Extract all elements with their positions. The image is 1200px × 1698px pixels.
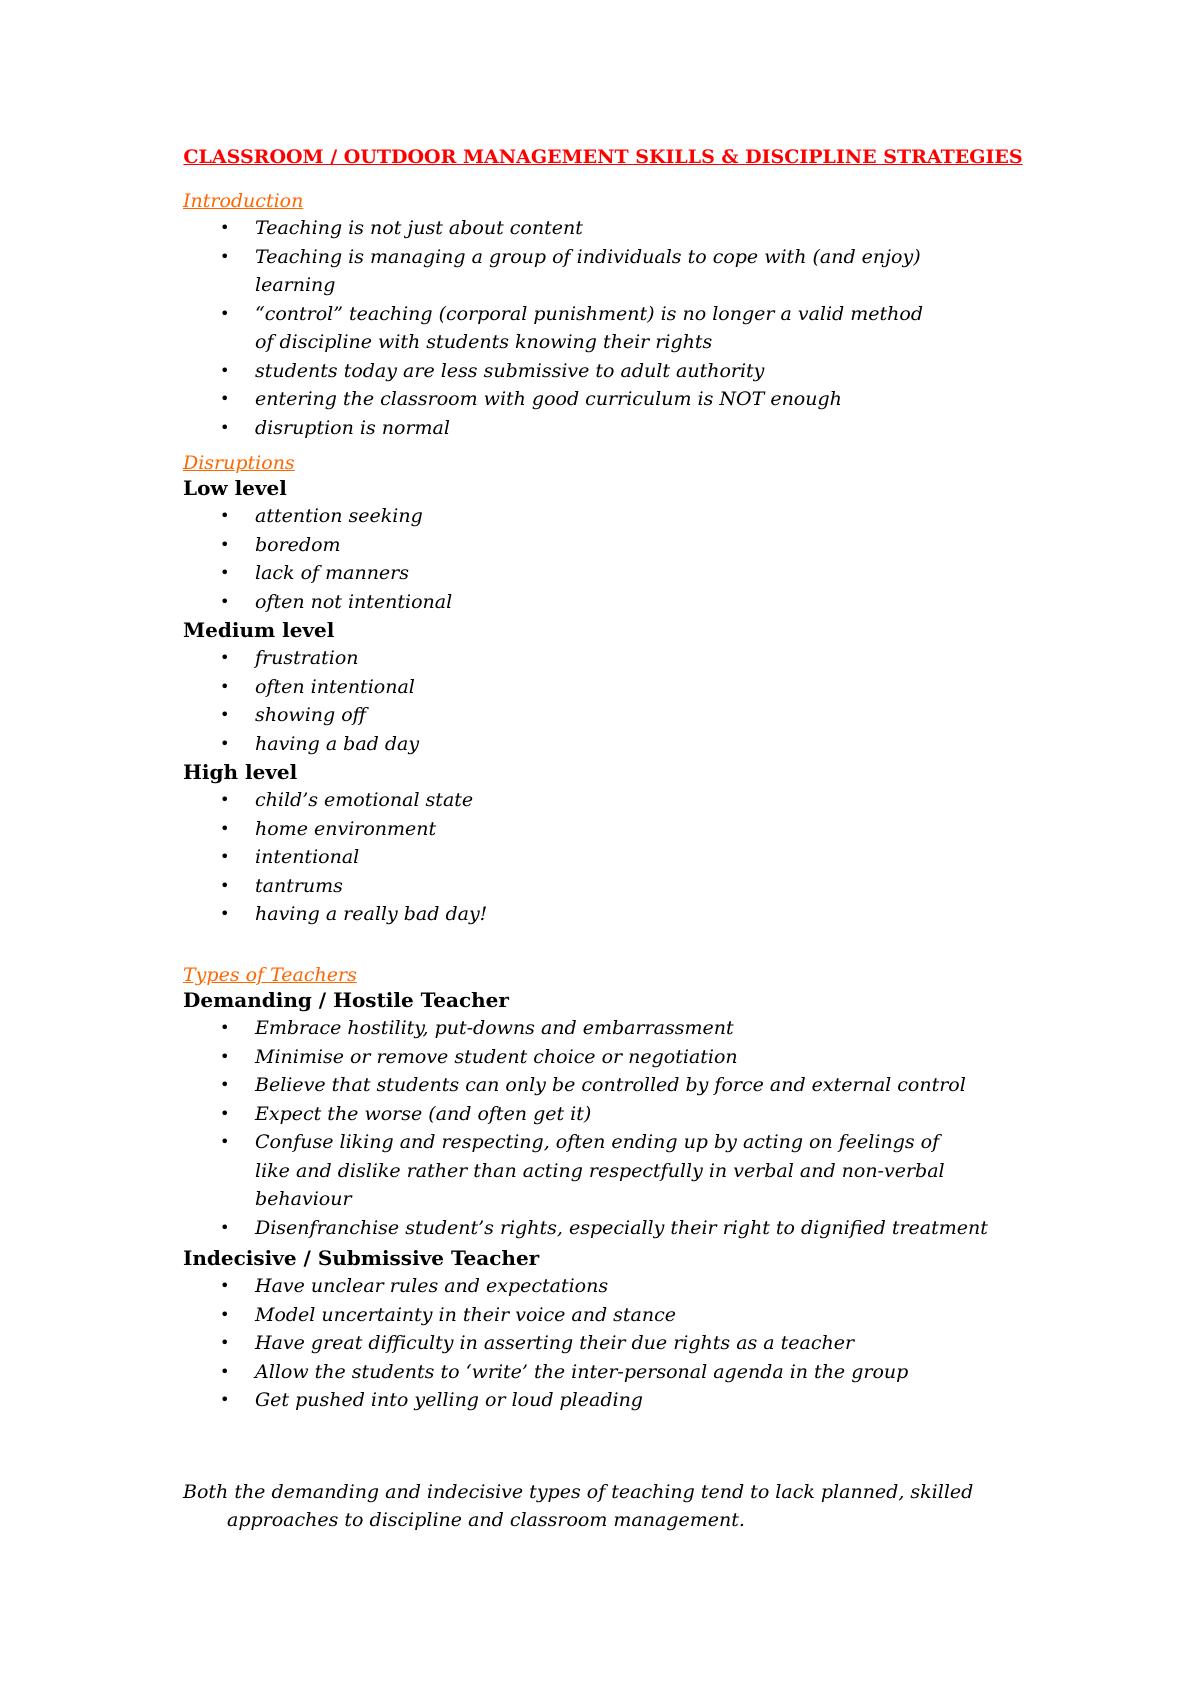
section-heading-disruptions: Disruptions [183,452,295,474]
bullet-icon: • [220,1333,230,1352]
high-level-list [183,786,1063,929]
bullet-icon: • [220,1276,230,1295]
medium-level-list [183,644,1063,758]
bullet-icon: • [220,563,230,582]
list-item: • Minimise or remove student choice or negotiation [183,1043,1095,1072]
list-item: • showing off [183,701,1063,730]
bullet-icon: • [220,1304,230,1324]
list-item: • tantrums [183,872,1063,901]
list-item: • entering the classroom with good curriculum is NOT enough [183,385,1015,414]
list-item: • “control” teaching (corporal punishment) is no longer a valid method of discipline with students knowing their rights [183,300,945,357]
bullet-icon: • [220,1217,230,1237]
subheading-medium-level: Medium level [183,618,335,642]
bullet-icon: • [220,417,230,437]
bullet-icon: • [220,506,230,525]
bullet-icon: • [220,246,230,266]
closing-paragraph: Both the demanding and indecisive types of teaching tend to lack planned, skilled approaches to discipline and classroom management. [183,1481,974,1531]
list-item: • often not intentional [183,588,1063,617]
list-item: • lack of manners [183,559,1063,588]
bullet-icon: • [220,1075,230,1094]
bullet-icon: • [220,1018,230,1037]
list-item: • having a bad day [183,730,1063,759]
list-item: • intentional [183,843,1063,872]
list-item: • Disenfranchise student’s rights, especially their right to dignified treatment [183,1214,1135,1243]
bullet-icon: • [220,790,230,809]
list-item: • Confuse liking and respecting, often ending up by acting on feelings of like and dislike rather than acting respectfully in verbal and non-verbal behaviour [183,1128,955,1214]
document-title: CLASSROOM / OUTDOOR MANAGEMENT SKILLS & DISCIPLINE STRATEGIES [183,146,1023,168]
bullet-icon: • [220,676,230,696]
bullet-icon: • [220,904,230,923]
bullet-icon: • [220,875,230,895]
list-item: • home environment [183,815,1063,844]
bullet-icon: • [220,648,230,667]
list-item: • having a really bad day! [183,900,1063,929]
bullet-icon: • [220,705,230,724]
bullet-icon: • [220,847,230,866]
section-heading-types-of-teachers: Types of Teachers [183,964,357,986]
list-item: • often intentional [183,673,1063,702]
list-item: • attention seeking [183,502,1063,531]
introduction-list [183,214,1063,442]
list-item: • disruption is normal [183,414,1015,443]
demanding-teacher-list [183,1014,1063,1242]
list-item: • Allow the students to ‘write’ the inter-personal agenda in the group [183,1358,1095,1387]
list-item: • students today are less submissive to adult authority [183,357,1015,386]
bullet-icon: • [220,1390,230,1409]
bullet-icon: • [220,818,230,838]
subheading-indecisive-teacher: Indecisive / Submissive Teacher [183,1246,540,1270]
list-item: • Expect the worse (and often get it) [183,1100,1095,1129]
bullet-icon: • [220,218,230,237]
section-heading-introduction: Introduction [183,190,304,212]
list-item: • Teaching is not just about content [183,214,955,243]
bullet-icon: • [220,1132,230,1151]
bullet-icon: • [220,1361,230,1381]
list-item: • frustration [183,644,1063,673]
subheading-high-level: High level [183,760,298,784]
list-item: • Believe that students can only be controlled by force and external control [183,1071,1115,1100]
bullet-icon: • [220,534,230,554]
list-item: • Teaching is managing a group of individuals to cope with (and enjoy) learning [183,243,945,300]
list-item: • boredom [183,531,1063,560]
bullet-icon: • [220,360,230,380]
list-item: • Model uncertainty in their voice and stance [183,1301,1095,1330]
list-item: • Get pushed into yelling or loud pleading [183,1386,1095,1415]
bullet-icon: • [220,303,230,323]
list-item: • Embrace hostility, put-downs and embarrassment [183,1014,1095,1043]
bullet-icon: • [220,733,230,753]
list-item: • Have great difficulty in asserting their due rights as a teacher [183,1329,1095,1358]
list-item: • Have unclear rules and expectations [183,1272,1095,1301]
subheading-low-level: Low level [183,476,287,500]
list-item: • child’s emotional state [183,786,1063,815]
bullet-icon: • [220,1046,230,1066]
low-level-list [183,502,1063,616]
bullet-icon: • [220,389,230,408]
bullet-icon: • [220,1103,230,1123]
indecisive-teacher-list [183,1272,1063,1415]
subheading-demanding-teacher: Demanding / Hostile Teacher [183,988,509,1012]
bullet-icon: • [220,591,230,611]
